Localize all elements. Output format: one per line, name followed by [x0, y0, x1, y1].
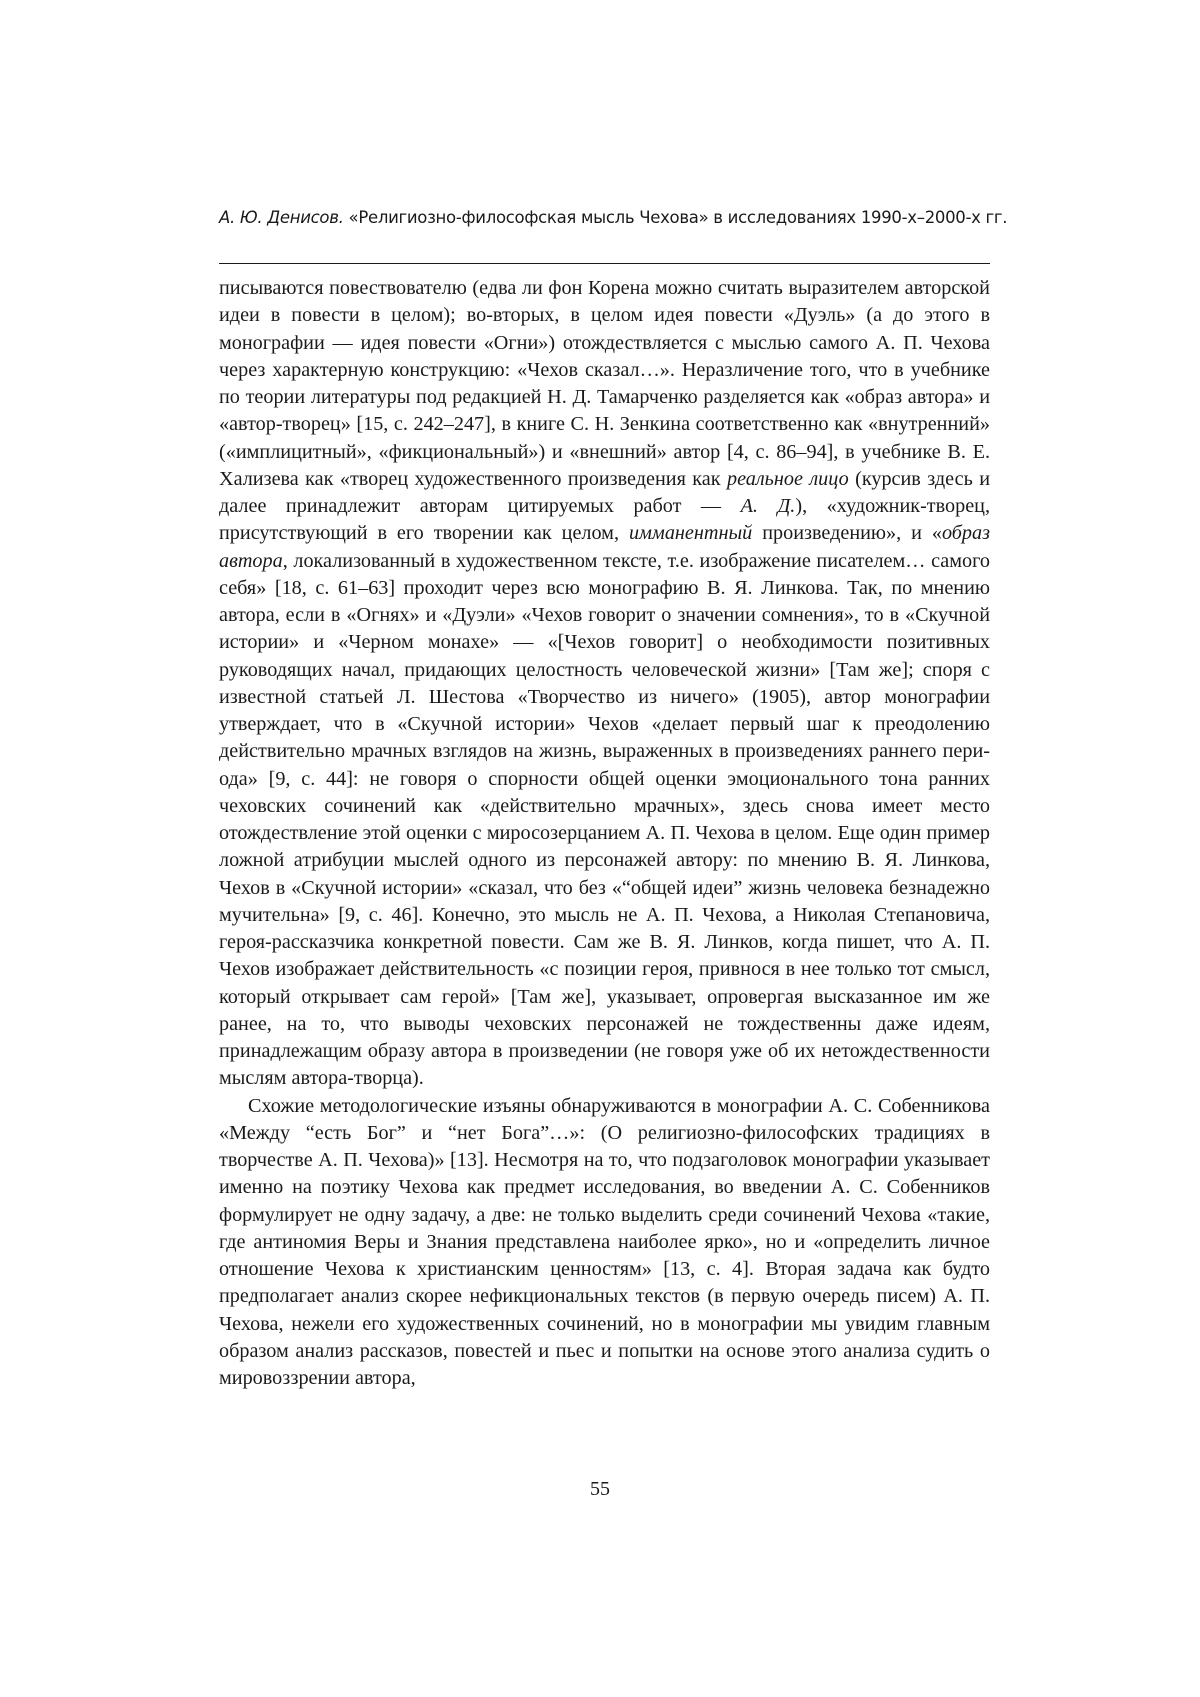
- page-number: 55: [0, 1478, 1200, 1501]
- text-run: , локализованный в худо­жественном тексте, т.е. изображение писателем… самого себя» [18, с. 61–63] прохо­дит через всю монографию В. Я. Линкова. Так, по мнению автора, если в «Огнях» и «Дуэли» «Чехов говорит о значении сомнения», то в «Скучной истории» и «Чер­ном монахе» — «[Чехов говорит] о необходимости позитивных руководящих начал, придающих целостность человеческой жизни» [Там же]; споря с известной статьей Л. Шестова «Творчество из ничего» (1905), автор монографии утверждает, что в «Скучной истории» Чехов «делает первый шаг к преодолению действи­тельно мрачных взглядов на жизнь, выраженных в произведениях раннего пери­ода» [9, с. 44]: не говоря о спорности общей оценки эмоционального тона ранних чеховских сочинений как «действительно мрачных», здесь снова имеет место отождествление этой оценки с миросозерцанием А. П. Чехова в целом. Еще один пример ложной атрибуции мыслей одного из персонажей автору: по мнению В. Я. Линкова, Чехов в «Скучной истории» «сказал, что без «“общей идеи” жизнь человека безнадежно мучительна» [9, с. 46]. Конечно, это мысль не А. П. Чехова, а Николая Степановича, героя-рассказчика конкретной повести. Сам же В. Я. Лин­ков, когда пишет, что А. П. Чехов изображает действительность «с позиции героя, привнося в нее только тот смысл, который открывает сам герой» [Там же], указы­вает, опровергая высказанное им же ранее, на то, что выводы чеховских персона­жей не тождественны даже идеям, принадлежащим образу автора в произведении (не говоря уже об их нетождественности мыслям автора-творца).: [219, 550, 990, 1090]
- italic-text: имманентный: [629, 522, 752, 544]
- text-run: Схожие методологические изъяны обнаруживаются в монографии А. С. Собен­никова «Между “есть Бог” и “нет Бога”…»: (О религиозно-философских тради­циях в творчестве А. П. Чехова)» [13]. Несмотря на то, что подзаголовок моногра­фии указывает именно на поэтику Чехова как предмет исследования, во введении А. С. Собенников формулирует не одну задачу, а две: не только выделить среди сочинений Чехова «такие, где антиномия Веры и Знания представлена наиболее ярко», но и «определить личное отношение Чехова к христианским ценностям» [13, с. 4]. Вторая задача как будто предполагает анализ скорее нефикциональных текстов (в первую очередь писем) А. П. Чехова, нежели его художественных со­чинений, но в монографии мы увидим главным образом анализ рассказов, пове­стей и пьес и попытки на основе этого анализа судить о мировоззрении автора,: [219, 1095, 990, 1390]
- header-title: «Религиозно-философская мысль Чехова» в исследованиях 1990-х–2000-х гг.: [344, 208, 1008, 227]
- italic-text: образ автора: [219, 522, 990, 571]
- text-run: ), «художник-творец, присутствующий в его творении как целом,: [219, 495, 990, 544]
- text-run: произведению», и «: [752, 522, 942, 544]
- body-text: [219, 275, 990, 1392]
- running-header: [219, 208, 999, 227]
- text-run: писываются повествователю (едва ли фон Корена можно считать выразителем авторской идеи в повести в целом); во-вторых, в целом идея повести «Дуэль» (а до этого в монографии — идея повести «Огни») отождествляется с мыслью самого А. П. Чехова через характерную конструкцию: «Чехов сказал…». Неразличение того, что в учебнике по теории литературы под редакцией Н. Д. Тамарченко раз­деляется как «образ автора» и «автор-творец» [15, с. 242–247], в книге С. Н. Зен­кина соответственно как «внутренний» («имплицитный», «фикциональный») и «внешний» автор [4, с. 86–94], в учебнике В. Е. Хализева как «творец художествен­ного произведения как: [219, 277, 990, 490]
- header-divider: [219, 263, 990, 264]
- italic-text: А. Д.: [741, 495, 796, 517]
- italic-text: реальное лицо: [727, 468, 849, 490]
- header-author: А. Ю. Денисов.: [219, 208, 344, 227]
- text-run: (курсив здесь и далее принадлежит авторам ци­тируемых работ —: [219, 468, 990, 517]
- book-page: [0, 0, 1200, 1697]
- paragraph: [219, 275, 990, 1093]
- paragraph: [219, 1093, 990, 1393]
